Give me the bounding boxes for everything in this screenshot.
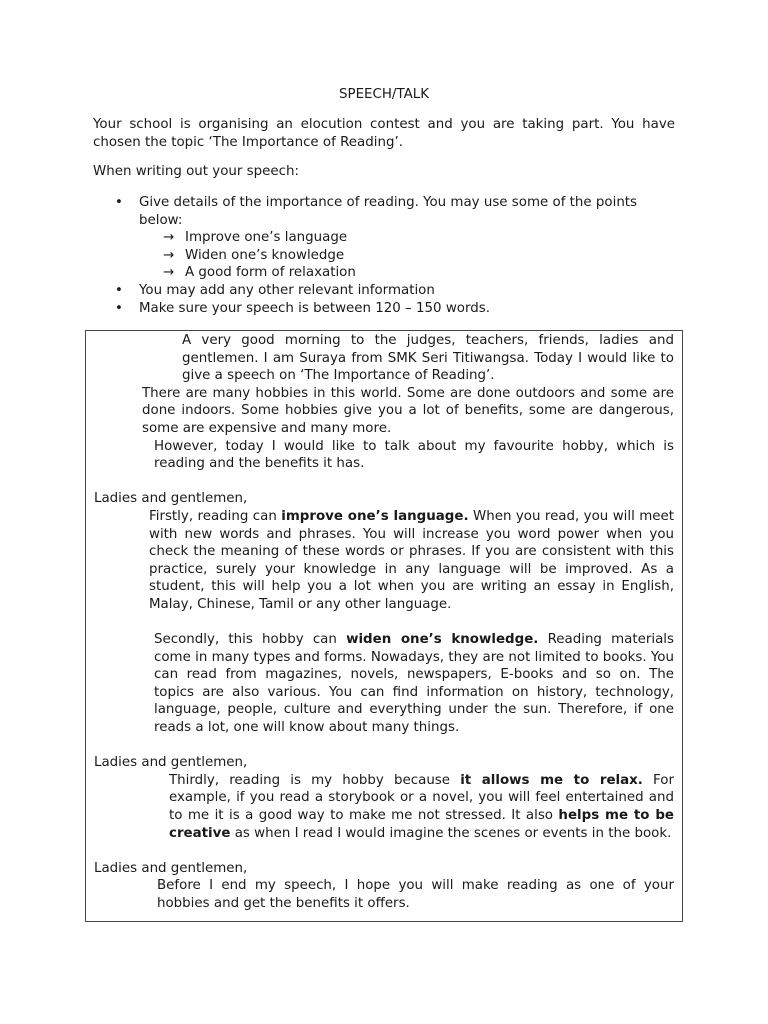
speech-paragraph (94, 438, 674, 473)
sub-point (163, 264, 675, 282)
sub-point (163, 247, 675, 265)
sub-point-text: Widen one’s knowledge (185, 247, 345, 263)
bullet-item (93, 282, 675, 300)
speech-text: Secondly, this hobby can (154, 632, 347, 648)
sub-point-list (139, 229, 675, 282)
speech-text: Before I end my speech, I hope you will make reading as one of your hobbies and get the benefits it offers. (157, 878, 674, 911)
speech-paragraph (94, 508, 674, 614)
sub-point (163, 229, 675, 247)
page-title: SPEECH/TALK (339, 87, 429, 102)
instructions-heading: When writing out your speech: (93, 164, 299, 179)
speech-text: A very good morning to the judges, teachers, friends, ladies and gentlemen. I am Suraya from SMK Seri Titiwangsa. Today I would like to give a speech on ‘The Importance of Reading’. (182, 333, 674, 384)
bullet-text: Make sure your speech is between 120 – 150 words. (139, 300, 490, 316)
speech-text: Reading materials come in many types and forms. Nowadays, they are not limited to books. You can read from magazines, novels, newspapers, E-books and so on. The topics are also various. You can find information on history, technology, language, people, culture and everything under the sun. Therefore, if one reads a lot, one will know about many things. (154, 632, 674, 736)
address-line: Ladies and gentlemen, (94, 755, 248, 771)
key-point: it allows me to relax. (460, 772, 643, 788)
key-point: widen one’s knowledge. (346, 632, 539, 648)
bullet-item (93, 194, 675, 282)
arrow-icon: → (163, 230, 175, 246)
speech-text: Thirdly, reading is my hobby because (169, 772, 461, 788)
speech-box (85, 330, 683, 922)
speech-paragraph (94, 631, 674, 737)
arrow-icon: → (163, 247, 175, 263)
bullet-text: You may add any other relevant information (139, 282, 435, 298)
spacer (94, 737, 674, 755)
bullet-text: Give details of the importance of reading. You may use some of the points below: (139, 195, 638, 228)
speech-text: Firstly, reading can (149, 508, 282, 524)
address-line: Ladies and gentlemen, (94, 860, 248, 876)
spacer (94, 842, 674, 860)
address-line: Ladies and gentlemen, (94, 491, 248, 507)
sub-point-text: Improve one’s language (185, 230, 348, 246)
key-point: improve one’s language. (281, 508, 469, 524)
speech-text: as when I read I would imagine the scenes or events in the book. (230, 825, 672, 841)
speech-text: There are many hobbies in this world. Some are done outdoors and some are done indoors. Some hobbies give you a lot of benefits, some are dangerous, some are expensive and many more. (142, 385, 674, 436)
spacer (94, 614, 674, 632)
instruction-list (93, 194, 675, 317)
task-intro: Your school is organising an elocution contest and you are taking part. You have chosen the topic ‘The Importance of Reading’. (93, 117, 675, 150)
sub-point-text: A good form of relaxation (185, 265, 356, 281)
key-point: helps me to be creative (169, 808, 674, 841)
arrow-icon: → (163, 265, 175, 281)
speech-text: For example, if you read a storybook or a novel, you will feel entertained and to me it is a good way to make me not stressed. It also (169, 772, 674, 824)
speech-paragraph (94, 772, 674, 842)
speech-paragraph (94, 385, 674, 438)
spacer (94, 473, 674, 491)
speech-text: However, today I would like to talk about my favourite hobby, which is reading and the benefits it has. (154, 438, 674, 472)
speech-text: When you read, you will meet with new words and phrases. You will increase you word power when you check the meaning of these words or phrases. If you are consistent with this practice, surely your knowledge in any language will be improved. As a student, this will help you a lot when you are writing an essay in English, Malay, Chinese, Tamil or any other language. (149, 508, 674, 612)
speech-paragraph (94, 332, 674, 385)
speech-paragraph (94, 877, 674, 912)
bullet-item (93, 300, 675, 318)
